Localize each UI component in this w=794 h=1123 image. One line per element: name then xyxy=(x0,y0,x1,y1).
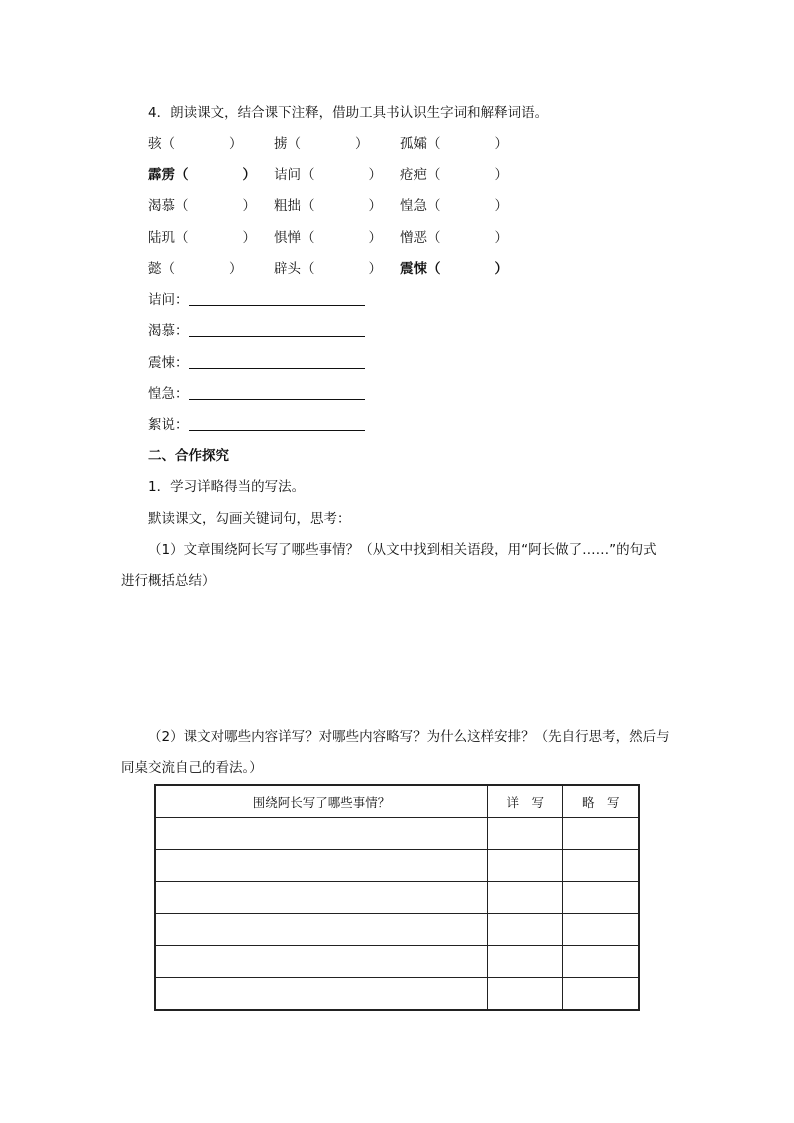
answer-line[interactable] xyxy=(189,430,365,431)
table-cell[interactable] xyxy=(155,978,487,1011)
vocab-item: 辟头（ ） xyxy=(274,261,382,277)
definition-label: 惶急： xyxy=(148,386,189,402)
answer-line[interactable] xyxy=(189,399,365,400)
vocab-item: 懿（ ） xyxy=(148,261,243,277)
question-2-line2: 同桌交流自己的看法。） xyxy=(121,760,263,776)
table-cell[interactable] xyxy=(563,914,639,946)
table-cell[interactable] xyxy=(487,946,563,978)
vocab-item: 疮疤（ ） xyxy=(400,167,508,183)
vocab-item: 震悚（ ） xyxy=(400,261,508,277)
vocab-item: 粗拙（ ） xyxy=(274,198,382,214)
definition-label: 震悚： xyxy=(148,355,189,371)
table-row xyxy=(155,882,639,914)
vocab-item: 惧惮（ ） xyxy=(274,230,382,246)
vocab-item: 惶急（ ） xyxy=(400,198,508,214)
vocab-item: 憎恶（ ） xyxy=(400,230,508,246)
vocab-item: 诘问（ ） xyxy=(274,167,382,183)
definition-label: 诘问： xyxy=(148,292,189,308)
table-cell[interactable] xyxy=(563,978,639,1011)
table-row xyxy=(155,946,639,978)
vocab-item: 渴慕（ ） xyxy=(148,198,256,214)
table-cell[interactable] xyxy=(155,850,487,882)
table-row xyxy=(155,914,639,946)
definition-row xyxy=(148,416,189,434)
definition-row xyxy=(148,354,189,372)
table-cell[interactable] xyxy=(563,946,639,978)
question-4-instruction: 4．朗读课文，结合课下注释，借助工具书认识生字词和解释词语。 xyxy=(148,105,549,121)
table-header-row xyxy=(155,785,639,818)
question-2-line1: （2）课文对哪些内容详写？对哪些内容略写？为什么这样安排？（先自行思考，然后与 xyxy=(148,729,670,745)
table-cell[interactable] xyxy=(563,882,639,914)
vocab-item: 霹雳（ ） xyxy=(148,167,256,183)
table-cell[interactable] xyxy=(487,818,563,850)
definition-row xyxy=(148,291,189,309)
table-header: 略 写 xyxy=(563,785,639,818)
table-cell[interactable] xyxy=(487,914,563,946)
question-1-line2: 进行概括总结） xyxy=(121,573,216,589)
table-cell[interactable] xyxy=(155,882,487,914)
table-row xyxy=(155,850,639,882)
table-row xyxy=(155,818,639,850)
table-cell[interactable] xyxy=(487,978,563,1011)
answer-line[interactable] xyxy=(189,305,365,306)
reading-instruction: 默读课文，勾画关键词句，思考： xyxy=(148,511,351,527)
definition-label: 渴慕： xyxy=(148,323,189,339)
table-cell[interactable] xyxy=(155,946,487,978)
question-1-line1: （1）文章围绕阿长写了哪些事情？（从文中找到相关语段，用“阿长做了……”的句式 xyxy=(148,542,657,558)
table-header: 详 写 xyxy=(487,785,563,818)
answer-line[interactable] xyxy=(189,336,365,337)
vocab-item: 骇（ ） xyxy=(148,136,243,152)
answer-line[interactable] xyxy=(189,368,365,369)
table-cell[interactable] xyxy=(487,882,563,914)
definition-row xyxy=(148,385,189,403)
vocab-item: 陆玑（ ） xyxy=(148,230,256,246)
section-title: 二、合作探究 xyxy=(148,448,229,464)
table-cell[interactable] xyxy=(563,818,639,850)
table-cell[interactable] xyxy=(155,818,487,850)
table-header: 围绕阿长写了哪些事情？ xyxy=(155,785,487,818)
table-cell[interactable] xyxy=(487,850,563,882)
table-row xyxy=(155,978,639,1011)
item-1-heading: 1．学习详略得当的写法。 xyxy=(148,479,306,495)
vocab-item: 掳（ ） xyxy=(274,136,369,152)
definition-label: 絮说： xyxy=(148,417,189,433)
table-cell[interactable] xyxy=(563,850,639,882)
detail-summary-table xyxy=(154,784,640,1011)
vocab-item: 孤孀（ ） xyxy=(400,136,508,152)
definition-row xyxy=(148,322,189,340)
table-cell[interactable] xyxy=(155,914,487,946)
